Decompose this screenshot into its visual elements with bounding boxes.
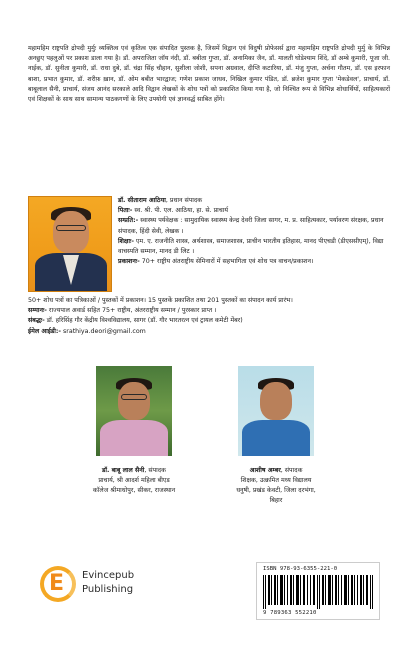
- barcode-number: 9 789363 552210: [263, 610, 317, 616]
- papers-line: 50+ शोध पत्रों का पत्रिकाओं / पुस्तकों में प्रकाशन। 15 पुस्तकें प्रकाशित तथा 201 पुस्तकों का संपादन कार्य प्रारंभ।: [28, 297, 293, 304]
- co-editor-2-name: आशीष अम्बर: [249, 467, 281, 474]
- main-editor-info: [118, 196, 390, 267]
- isbn-text: ISBN 978-93-6355-221-0: [263, 566, 338, 572]
- co-editor-1-name: डॉ. बाबू लाल सैनी: [102, 467, 145, 474]
- main-editor-details: [28, 296, 390, 337]
- education-line: शिक्षाः- एम. ए. राजनीति शास्त्र, अर्थशास्त्र, समाजशास्त्र, प्राचीन भारतीय इतिहास, मानद पीएचडी (डीएससीएम्), विद्या वाचस्पति सम्मान, मानद डी लिट ।: [118, 237, 384, 256]
- co-editor-1-caption: डॉ. बाबू लाल सैनी, संपादक प्राचार्य, श्री आदर्श महिला बीएड कॉलेज श्रीमाधोपुर, सीकर, राजस्थान: [92, 467, 176, 494]
- father-line: पिताः- स्व. श्री. पी. एल. आठिया, हा. से. प्राचार्य: [118, 207, 229, 215]
- co-editor-1-photo: [96, 366, 172, 456]
- co-editor-2-caption: आशीष अम्बर, संपादक शिक्षक, उत्क्रमित मध्य विद्यालय धनुषी, प्रखंड केवटी, जिला दरभंगा, बिहार: [236, 467, 316, 504]
- email-address: srathiya.deori@gmail.com: [60, 327, 146, 335]
- logo-letter: E: [49, 571, 65, 596]
- main-editor-name: डॉ. सीताराम आठिया: [118, 197, 166, 204]
- main-editor-name-line: [118, 196, 390, 206]
- barcode-bars-icon: [263, 575, 375, 609]
- email-line: ईमेल आईडी:- srathiya.deori@gmail.com: [28, 327, 146, 335]
- publication-line: प्रकाशनः- 70+ राष्ट्रीय अंतराष्ट्रीय सेमिनारों में सहभागिता एवं शोध पत्र वाचन/प्रकाशन।: [118, 258, 314, 266]
- co-editor-2-photo: [238, 366, 314, 456]
- main-editor-role: , प्रधान संपादक: [165, 197, 203, 204]
- honors-line: सम्प्रति:- स्वास्थ्य पर्यवेक्षक : सामुदायिक स्वास्थ्य केन्द्र देवरी जिला सागर, म. प्र. साहित्यकार, पर्यावरण संरक्षक, प्रधान संपादक, हिंदी सेवी, लेखक ।: [118, 217, 384, 235]
- isbn-barcode: [256, 562, 380, 620]
- award-line: सम्मानः- राज्यपाल अवार्ड सहित 75+ राष्ट्रीय, अंतरराष्ट्रीय सम्मान / पुरस्कार प्राप्त ।: [28, 307, 217, 315]
- main-editor-photo: [28, 196, 112, 292]
- publisher-name-line1: Evincepub: [82, 570, 135, 581]
- intro-paragraph: महामहिम राष्ट्रपति द्रोपदी मुर्मुः व्यक्तित्व एवं कृतित्व एक संपादित पुस्तक है, जिसमें विद्वान एवं विदुषी प्रोफेसर्स द्वारा महामहिम राष्ट्रपति द्रोपदी मुर्मु के विभिन्न अनछुए पहलुओं पर प्रकाश डाला गया है। डॉ. अपराजिता जॉय नंदी, डॉ. बबीता गुप्ता, डॉ. अनामिका जैन, डॉ. मालती घोडेश्याम शिंदे, डॉ अम्बे कुमारी, पूजा जी. नाईक, डॉ. सुनीता कुमारी, डॉ. राधा दुबे, डॉ. चंद्रा सिंह चौहान, सुशीला जोशी, सपना अग्रवाल, दीप्ति कटारिया, डॉ. मंजु गुप्ता, अर्चना गौतम, डॉ. एस इरफान बाशा, प्रभात कुमार, डॉ. शरीफ़ ख़ान, डॉ. ओम बबीत भारद्वाज; गणेश प्रकाश जाधव, निखिल कुमार पंडित, डॉ. ब्रजेश कुमार गुप्ता 'मेकडेवल', प्राचार्य, डॉ. बाबूलाल सैनी, प्राचार्य, संजय आनंद सरकाले आदि विद्वान लेखकों के शोध पत्रों को प्रकाशित किया गया है, जो निश्चित रूप से विभिन्न शोधार्थियों, साहित्यकारों एवं शिक्षकों के साथ साथ सामान्य पाठकगणों के लिए उपयोगी एवं ज्ञानवर्द्ध साबित होंगे।: [28, 45, 390, 104]
- top-margin: [0, 0, 416, 20]
- publisher-logo: [40, 566, 180, 606]
- affiliation-line: संबद्धः- डॉ. हरिसिंह गौर केंद्रीय विश्वविद्यालय, सागर (डॉ. गौर भारतरत्न एवं ट्रायल कमेटी मेंबर): [28, 317, 243, 325]
- publisher-name-line2: Publishing: [82, 584, 134, 595]
